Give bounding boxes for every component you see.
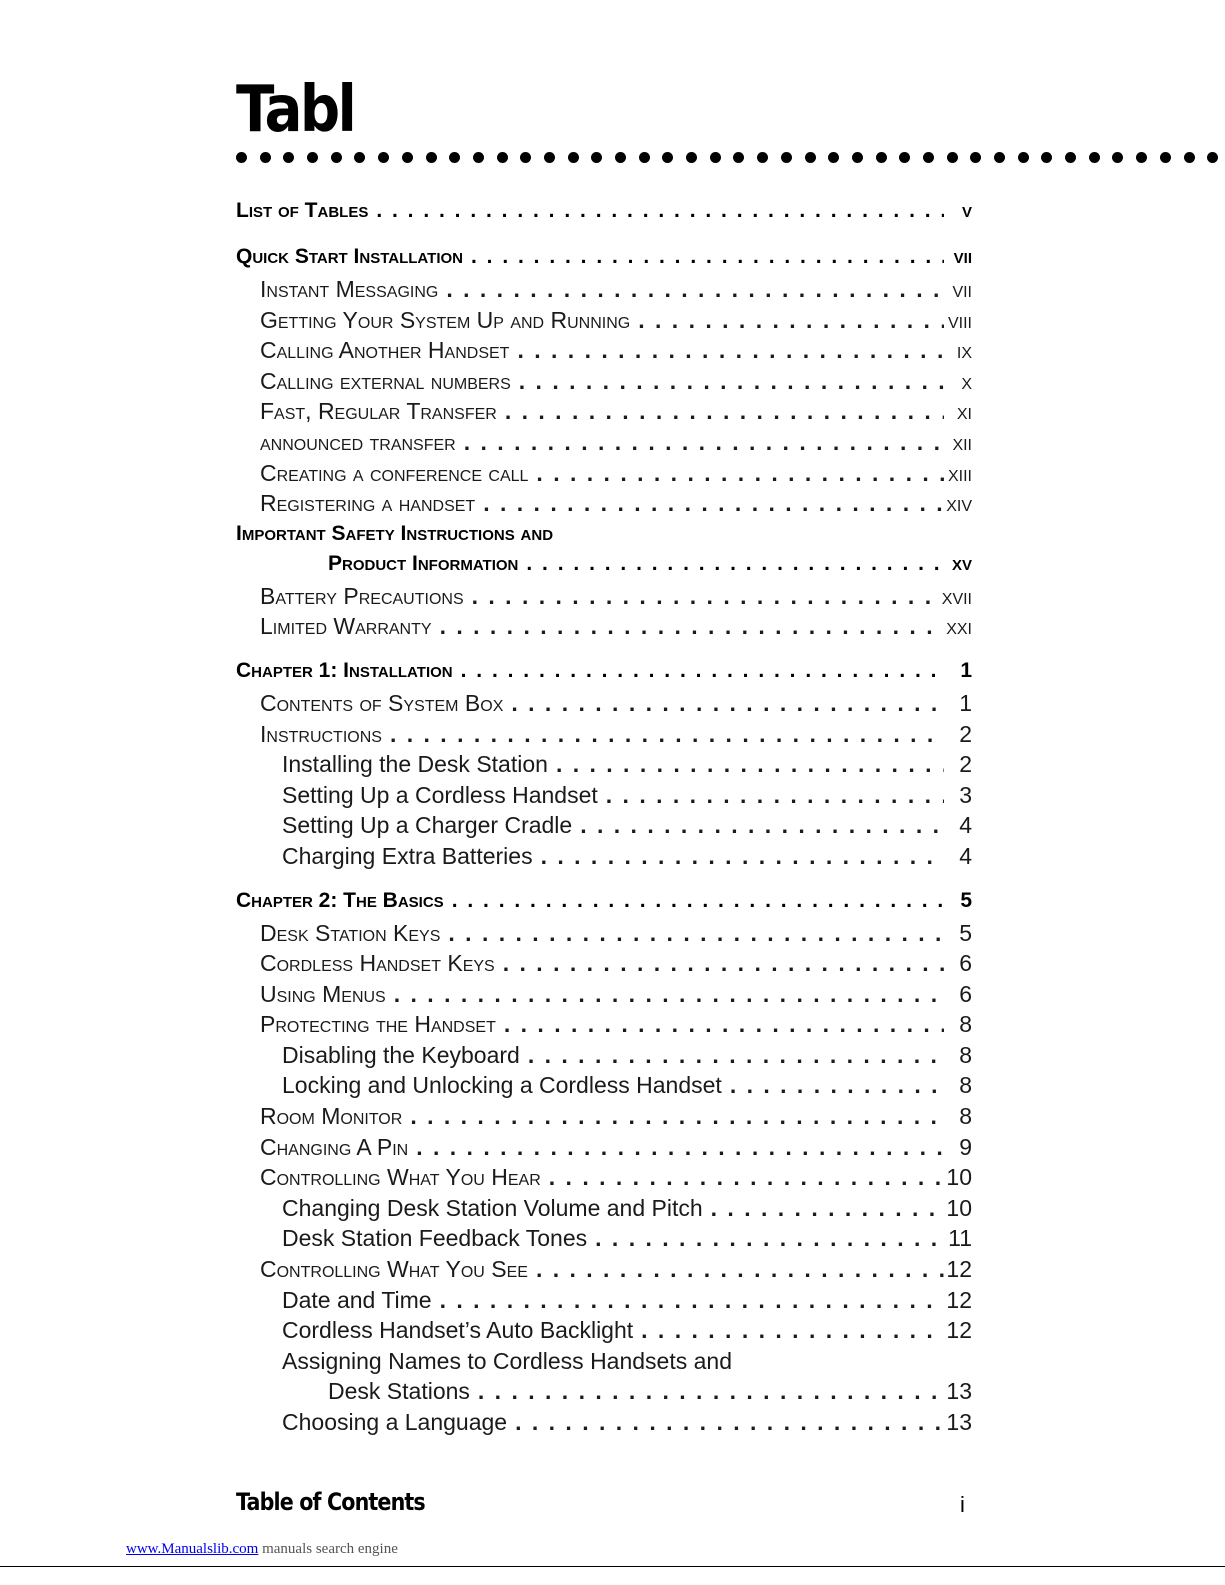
toc-gap	[236, 872, 972, 886]
toc-entry-label: Battery Precautions	[260, 582, 464, 609]
toc-entry[interactable]	[236, 810, 972, 841]
rule-dot	[733, 152, 744, 163]
toc-entry[interactable]	[236, 841, 972, 872]
rule-dot	[710, 152, 721, 163]
toc-entry[interactable]	[236, 688, 972, 719]
rule-dot	[970, 152, 981, 163]
toc-entry[interactable]	[236, 780, 972, 811]
dot-leader	[587, 1223, 944, 1254]
toc-entry-label: Assigning Names to Cordless Handsets and	[282, 1347, 733, 1374]
toc-entry-page: vii	[953, 245, 972, 268]
rule-dot	[1160, 152, 1171, 163]
toc-entry-page: 12	[946, 1256, 972, 1283]
dot-leader	[533, 841, 944, 872]
toc-entry-page: 4	[959, 842, 972, 869]
footer-title: Table of Contents	[236, 1488, 425, 1516]
toc-entry[interactable]	[236, 242, 972, 274]
rule-dot	[615, 152, 626, 163]
dot-leader	[630, 305, 944, 336]
toc-entry-label: Charging Extra Batteries	[282, 842, 533, 869]
dot-leader	[633, 1315, 944, 1346]
rule-dot	[639, 152, 650, 163]
dot-leader	[703, 1193, 944, 1224]
rule-dot	[781, 152, 792, 163]
toc-entry-label: Instant Messaging	[260, 276, 439, 302]
toc-entry-label: Locking and Unlocking a Cordless Handset	[282, 1072, 722, 1099]
toc-entry[interactable]	[236, 611, 972, 642]
toc-entry[interactable]	[236, 427, 972, 458]
footer-page-number: i	[960, 1492, 965, 1517]
toc-entry[interactable]	[236, 549, 972, 581]
rule-dot	[1136, 152, 1147, 163]
dot-leader	[432, 611, 944, 642]
toc-entry[interactable]	[236, 749, 972, 780]
toc-entry[interactable]	[236, 458, 972, 489]
toc-entry[interactable]	[236, 366, 972, 397]
toc-entry-page: 12	[946, 1286, 972, 1313]
toc-entry-label: Desk Stations	[328, 1378, 470, 1405]
toc-entry-label: Calling external numbers	[260, 367, 511, 394]
watermark	[126, 1541, 398, 1558]
rule-dot	[1207, 152, 1218, 163]
toc-entry-label: Creating a conference call	[260, 459, 529, 486]
rule-dot	[497, 152, 508, 163]
toc-entry[interactable]	[236, 918, 972, 949]
toc-entry[interactable]	[236, 1040, 972, 1071]
dot-leader	[438, 274, 944, 305]
bottom-divider	[0, 1566, 1225, 1567]
rule-dot	[591, 152, 602, 163]
toc-entry-label: List of Tables	[236, 199, 369, 222]
dot-leader	[440, 918, 944, 949]
dot-leader	[475, 488, 944, 519]
toc-entry-page: vii	[952, 276, 972, 302]
toc-entry-label: Using Menus	[260, 980, 386, 1007]
toc-entry-label: Important Safety Instructions and	[236, 521, 554, 545]
dot-leader	[503, 688, 944, 719]
toc-entry-label: Date and Time	[282, 1286, 432, 1313]
toc-entry-label: Calling Another Handset	[260, 337, 510, 364]
toc-entry[interactable]	[236, 1162, 972, 1193]
toc-entry-label: Setting Up a Cordless Handset	[282, 781, 598, 808]
toc-entry-page: 3	[959, 781, 972, 808]
rule-dot	[1065, 152, 1076, 163]
dot-leader	[520, 1040, 944, 1071]
toc-entry-label: Fast, Regular Transfer	[260, 398, 497, 425]
dot-leader	[541, 1162, 944, 1193]
toc-entry-label: Desk Station Keys	[260, 919, 441, 946]
toc-entry-page: x	[961, 367, 972, 394]
dot-leader	[408, 1132, 944, 1163]
toc-entry[interactable]	[236, 488, 972, 519]
toc-entry-page: xv	[951, 551, 972, 575]
toc-entry-page: 8	[959, 1103, 972, 1130]
rule-dot	[1018, 152, 1029, 163]
rule-dot	[331, 152, 342, 163]
rule-dot	[402, 152, 413, 163]
dot-leader	[464, 581, 942, 612]
dot-leader	[511, 366, 944, 397]
toc-entry-page: 8	[959, 1011, 972, 1038]
rule-dot	[852, 152, 863, 163]
toc-entry[interactable]	[236, 1101, 972, 1132]
toc-entry-label: Installing the Desk Station	[282, 751, 548, 778]
rule-dot	[1089, 152, 1100, 163]
toc-entry[interactable]	[236, 1009, 972, 1040]
toc-entry[interactable]	[236, 948, 972, 979]
toc-entry-label: announced transfer	[260, 428, 456, 455]
toc-entry[interactable]	[236, 1407, 972, 1438]
toc-entry[interactable]	[236, 396, 972, 427]
rule-dot	[923, 152, 934, 163]
toc-entry-label: Cordless Handset Keys	[260, 950, 495, 977]
toc-entry-page: 10	[946, 1194, 972, 1221]
toc-gap	[236, 228, 972, 242]
rule-dot	[662, 152, 673, 163]
rule-dot	[828, 152, 839, 163]
toc-entry[interactable]	[236, 581, 972, 612]
toc-entry-label: Setting Up a Charger Cradle	[282, 812, 573, 839]
dot-leader	[432, 1285, 944, 1316]
toc-entry[interactable]	[236, 656, 972, 688]
dot-leader	[463, 242, 944, 273]
rule-dot	[899, 152, 910, 163]
dot-leader	[496, 1009, 944, 1040]
toc-entry[interactable]	[236, 1254, 972, 1285]
dotted-rule	[236, 152, 1225, 168]
rule-dot	[686, 152, 697, 163]
toc-entry[interactable]	[236, 719, 972, 750]
toc-entry-page: v	[961, 199, 972, 222]
toc-entry-page: 13	[946, 1409, 972, 1435]
dot-leader	[598, 780, 944, 811]
toc-entry-page: 6	[959, 980, 972, 1007]
dot-leader	[456, 427, 944, 458]
toc-entry[interactable]	[236, 335, 972, 366]
toc-entry-label: Chapter 2: The Basics	[236, 888, 444, 912]
watermark-link[interactable]: www.Manualslib.com	[126, 1541, 259, 1557]
toc-entry-page: 5	[959, 919, 972, 946]
rule-dot	[354, 152, 365, 163]
toc-entry-page: xiv	[946, 490, 972, 517]
toc-entry-page: xiii	[947, 459, 972, 486]
toc-entry-label: Registering a handset	[260, 490, 476, 517]
dot-leader	[444, 886, 944, 917]
toc-entry[interactable]	[236, 196, 972, 228]
toc-entry-label: Product Information	[328, 551, 519, 575]
dot-leader	[402, 1101, 944, 1132]
toc-entry-page: 10	[946, 1164, 972, 1191]
toc-entry-page: 11	[948, 1225, 972, 1252]
dot-leader	[386, 979, 944, 1010]
rule-dot	[994, 152, 1005, 163]
toc-entry[interactable]	[236, 1070, 972, 1101]
dot-leader	[495, 948, 944, 979]
toc-entry-label: Chapter 1: Installation	[236, 658, 453, 682]
dot-leader	[722, 1070, 944, 1101]
rule-dot	[283, 152, 294, 163]
toc-entry-label: Controlling What You See	[260, 1256, 528, 1283]
toc-entry-label: Limited Warranty	[260, 613, 432, 640]
rule-dot	[1184, 152, 1195, 163]
rule-dot	[757, 152, 768, 163]
toc-entry-label: Disabling the Keyboard	[282, 1041, 520, 1068]
rule-dot	[1112, 152, 1123, 163]
toc-entry[interactable]	[236, 886, 972, 918]
toc-entry-page: viii	[947, 306, 972, 333]
toc-entry-page: 2	[959, 751, 972, 778]
rule-dot	[378, 152, 389, 163]
toc-entry-page: 8	[959, 1072, 972, 1099]
dot-leader	[509, 335, 944, 366]
dot-leader	[497, 396, 944, 427]
rule-dot	[449, 152, 460, 163]
dot-leader	[572, 810, 944, 841]
rule-dot	[473, 152, 484, 163]
toc-entry-label: Room Monitor	[260, 1103, 403, 1130]
toc-entry-page: xxi	[946, 613, 972, 640]
toc-entry-page: 13	[946, 1378, 972, 1405]
toc-entry-page: 9	[959, 1133, 972, 1160]
toc-entry-label: Instructions	[260, 720, 382, 747]
toc-entry-label: Getting Your System Up and Running	[260, 306, 631, 333]
dot-leader	[507, 1407, 944, 1438]
toc-entry[interactable]	[236, 979, 972, 1010]
toc-entry-page: 1	[960, 658, 972, 682]
rule-dot	[520, 152, 531, 163]
watermark-tail: manuals search engine	[262, 1541, 398, 1557]
toc-entry-page: xvii	[941, 582, 972, 609]
toc-entry-label: Quick Start Installation	[236, 245, 463, 268]
toc-entry-label: Contents of System Box	[260, 689, 504, 716]
toc-entry-page: 5	[960, 888, 972, 912]
toc-entry[interactable]	[236, 274, 972, 305]
rule-dot	[947, 152, 958, 163]
rule-dot	[236, 152, 247, 163]
toc-entry-label: Changing A Pin	[260, 1133, 409, 1160]
dot-leader	[528, 458, 944, 489]
dot-leader	[368, 196, 944, 227]
toc-entry-page: xii	[952, 428, 972, 455]
toc-gap	[236, 642, 972, 656]
toc-entry-page: 12	[946, 1317, 972, 1344]
rule-dot	[1041, 152, 1052, 163]
toc-entry[interactable]	[236, 1285, 972, 1316]
page-heading: Tabl	[236, 73, 355, 147]
dot-leader	[453, 656, 944, 687]
toc-entry-page: xi	[956, 398, 972, 425]
dot-leader	[382, 719, 944, 750]
toc-entry-page: 4	[959, 812, 972, 839]
rule-dot	[805, 152, 816, 163]
dot-leader	[470, 1376, 944, 1407]
toc-entry[interactable]	[236, 305, 972, 336]
toc-entry-label: Protecting the Handset	[260, 1011, 496, 1038]
toc-entry-label: Controlling What You Hear	[260, 1164, 541, 1191]
toc-entry-page: 2	[959, 720, 972, 747]
toc-entry-label: Choosing a Language	[282, 1409, 508, 1435]
toc-entry[interactable]	[236, 1193, 972, 1224]
rule-dot	[260, 152, 271, 163]
toc-entry-page: 8	[959, 1041, 972, 1068]
toc-entry[interactable]	[236, 1376, 972, 1407]
rule-dot	[426, 152, 437, 163]
toc-entry-page: 1	[959, 689, 972, 716]
toc-entry-label: Cordless Handset’s Auto Backlight	[282, 1317, 634, 1344]
toc-entry-label: Changing Desk Station Volume and Pitch	[282, 1194, 703, 1221]
toc-entry[interactable]	[236, 1315, 972, 1346]
toc-entry-page: 6	[959, 950, 972, 977]
toc-entry-page: ix	[956, 337, 972, 364]
toc-entry[interactable]	[236, 1132, 972, 1163]
rule-dot	[307, 152, 318, 163]
rule-dot	[568, 152, 579, 163]
toc-entry-label: Desk Station Feedback Tones	[282, 1225, 588, 1252]
dot-leader	[528, 1254, 944, 1285]
rule-dot	[544, 152, 555, 163]
dot-leader	[548, 749, 944, 780]
table-of-contents	[236, 196, 972, 1438]
toc-entry[interactable]	[236, 1223, 972, 1254]
dot-leader	[518, 549, 944, 580]
rule-dot	[876, 152, 887, 163]
